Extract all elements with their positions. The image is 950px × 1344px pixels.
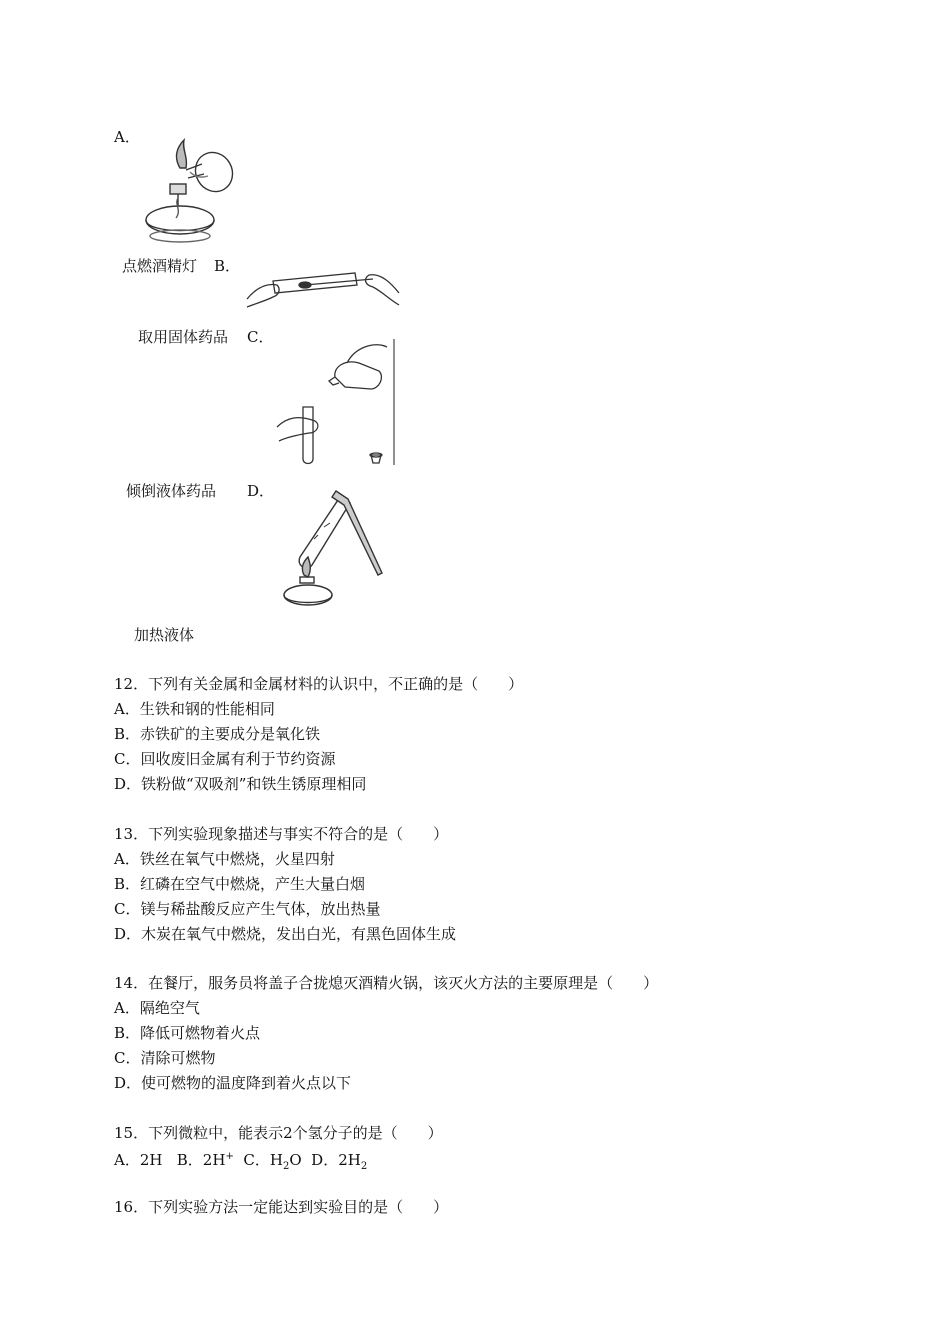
q15-options-line — [114, 1151, 368, 1172]
q12-stem: 12．下列有关金属和金属材料的认识中，不正确的是（ ） — [114, 675, 524, 693]
q15-option-d: D．$2H_2$ — [311, 1151, 368, 1172]
option-d-caption: 加热液体 — [134, 626, 195, 644]
q14-stem: 14．在餐厅，服务员将盖子合拢熄灭酒精火锅，该灭火方法的主要原理是（ ） — [114, 974, 659, 992]
taking-solid-reagent-figure — [243, 263, 403, 311]
q13-option-c: C．镁与稀盐酸反应产生气体，放出热量 — [114, 900, 381, 918]
q14-option-d: D．使可燃物的温度降到着火点以下 — [114, 1074, 352, 1092]
q12-option-c: C．回收废旧金属有利于节约资源 — [114, 750, 336, 768]
pouring-liquid-figure — [275, 337, 397, 467]
q16-stem: 16．下列实验方法一定能达到实验目的是（ ） — [114, 1198, 449, 1216]
q13-stem: 13．下列实验现象描述与事实不符合的是（ ） — [114, 825, 449, 843]
q13-option-b: B．红磷在空气中燃烧，产生大量白烟 — [114, 875, 366, 893]
option-d-letter: D． — [247, 482, 275, 500]
q15-stem: 15．下列微粒中，能表示2个氢分子的是（ ） — [114, 1124, 443, 1142]
q15-option-c: C．$H_2O$ — [243, 1151, 302, 1172]
option-c-caption: 倾倒液体药品 — [126, 482, 217, 500]
heating-liquid-figure — [278, 487, 386, 607]
option-b-letter: B． — [214, 257, 241, 275]
q14-option-a: A．隔绝空气 — [114, 999, 200, 1017]
q15-option-b: B．2H+ — [176, 1151, 234, 1169]
lighting-alcohol-lamp-figure — [140, 138, 236, 246]
q13-option-d: D．木炭在氧气中燃烧，发出白光，有黑色固体生成 — [114, 925, 457, 943]
q15-option-a: A．2H — [114, 1151, 163, 1169]
q12-option-a: A．生铁和钢的性能相同 — [114, 700, 275, 718]
q14-option-c: C．清除可燃物 — [114, 1049, 216, 1067]
option-a-letter: A． — [114, 128, 140, 146]
option-c-letter: C． — [247, 328, 274, 346]
q14-option-b: B．降低可燃物着火点 — [114, 1024, 261, 1042]
q12-option-d: D．铁粉做“双吸剂”和铁生锈原理相同 — [114, 775, 367, 793]
q12-option-b: B．赤铁矿的主要成分是氧化铁 — [114, 725, 321, 743]
q13-option-a: A．铁丝在氧气中燃烧，火星四射 — [114, 850, 335, 868]
option-a-caption: 点燃酒精灯 — [122, 257, 198, 275]
option-b-caption: 取用固体药品 — [138, 328, 229, 346]
